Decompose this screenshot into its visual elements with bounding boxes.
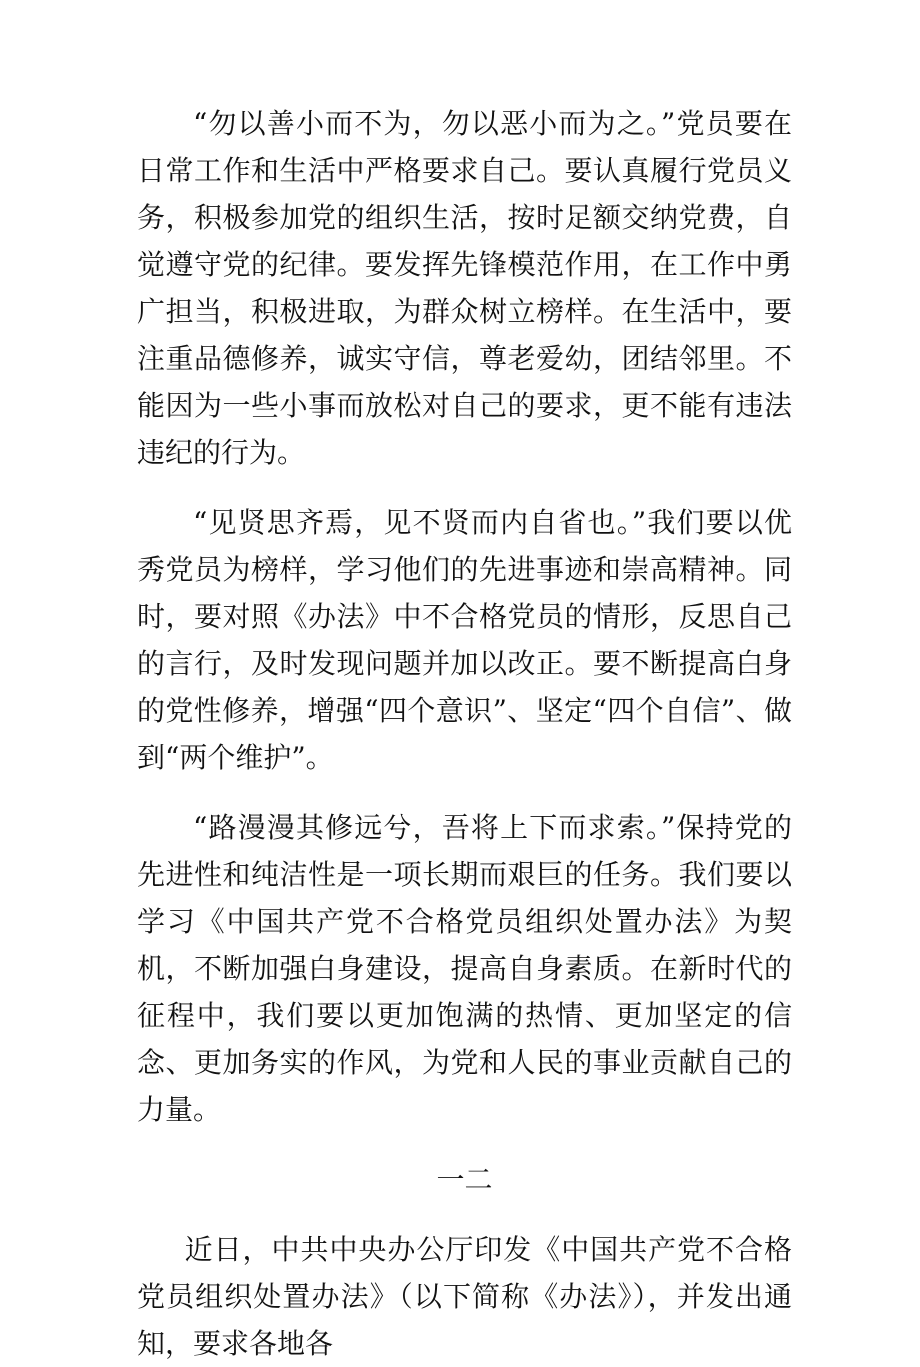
paragraph-gap (137, 1203, 792, 1226)
paragraph-gap (137, 781, 792, 804)
paragraph-1: “勿以善小而不为，勿以恶小而为之。”党员要在日常工作和生活中严格要求自己。要认真履行党员义务，积极参加党的组织生活，按时足额交纳党费，自觉遵守党的纪律。要发挥先锋模范作用，在工作中勇广担当，积极进取，为群众树立榜样。在生活中，要注重品德修养，诚实守信，尊老爱幼，团结邻里。不能因为一些小事而放松对自己的要求，更不能有违法违纪的行为。 (137, 107, 792, 469)
paragraph-2: “见贤思齐焉，见不贤而内自省也。”我们要以优秀党员为榜样，学习他们的先进事迹和崇高精神。同时，要对照《办法》中不合格党员的情形，反思自己的言行，及时发现问题并加以改正。要不断提高白身的党性修养，增强“四个意识”、坚定“四个自信”、做到“两个维护”。 (137, 506, 792, 774)
paragraph-3: “路漫漫其修远兮，吾将上下而求索。”保持党的先进性和纯洁性是一项长期而艰巨的任务。我们要以学习《中国共产党不合格党员组织处置办法》为契机，不断加强白身建设，提高自身素质。在新时代的征程中，我们要以更加饱满的热情、更加坚定的信念、更加务实的作风，为党和人民的事业贡献自己的力量。 (137, 811, 792, 1126)
paragraph-gap (137, 476, 792, 499)
paragraph-4: 近日，中共中央办公厅印发《中国共产党不合格党员组织处置办法》（以下简称《办法》），并发出通知，要求各地各 (137, 1233, 792, 1360)
section-number: 一二 (436, 1163, 493, 1196)
paragraph-gap (137, 1133, 792, 1156)
